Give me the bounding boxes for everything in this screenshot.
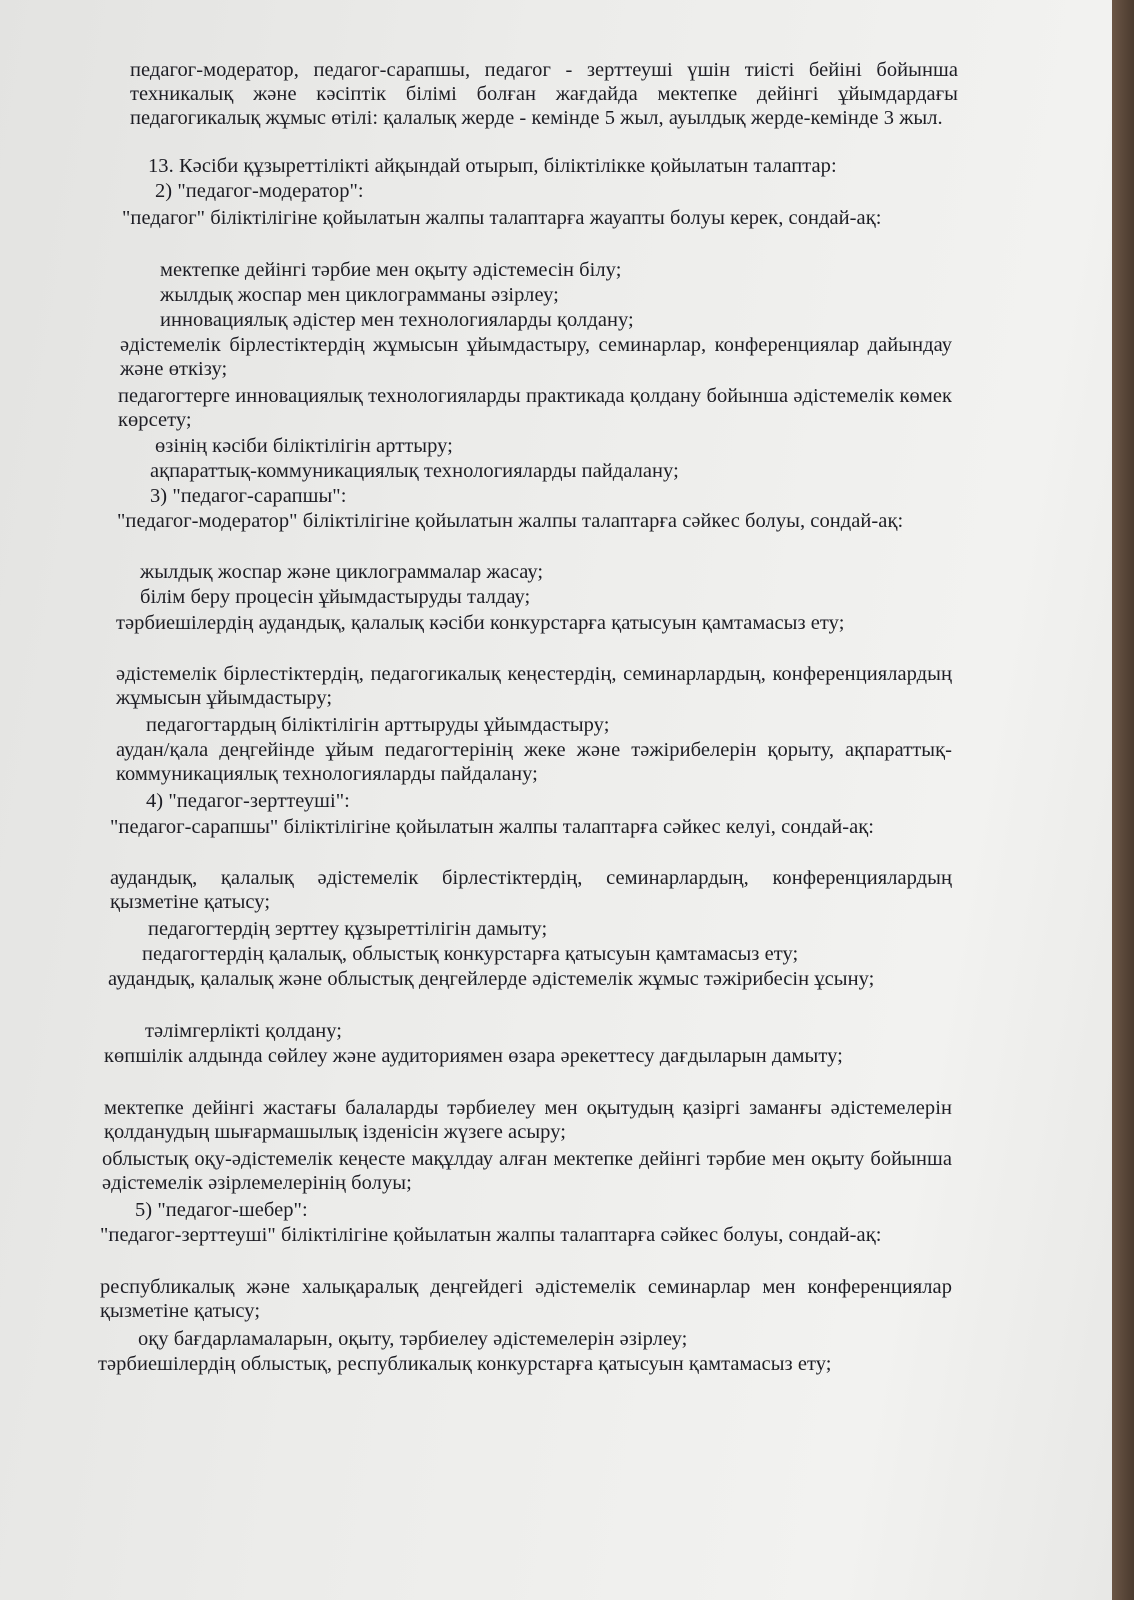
paragraph: облыстық оқу-әдістемелік кеңесте мақұлдау алған мектепке дейінгі тәрбие мен оқыту бойынша әдістемелік әзірлемелерінің болуы; [102, 1148, 952, 1194]
paragraph: әдістемелік бірлестіктердің жұмысын ұйымдастыру, семинарлар, конференциялар дайындау және өткізу; [120, 334, 952, 380]
paragraph: "педагог-сарапшы" біліктілігіне қойылатын жалпы талаптарға сәйкес келуі, сондай-ақ: [110, 816, 875, 838]
paragraph: 2) "педагог-модератор": [155, 180, 364, 202]
paragraph: тәрбиешілердің аудандық, қалалық кәсіби конкурстарға қатысуын қамтамасыз ету; [116, 612, 845, 634]
paragraph: білім беру процесін ұйымдастыруды талдау; [140, 586, 531, 608]
paragraph: педагогтардың біліктілігін арттыруды ұйымдастыру; [146, 714, 610, 736]
paragraph: "педагог" біліктілігіне қойылатын жалпы талаптарға жауапты болуы керек, сондай-ақ: [122, 207, 882, 229]
paragraph: 4) "педагог-зерттеуші": [146, 790, 350, 812]
paragraph: инновациялық әдістер мен технологияларды қолдану; [160, 309, 634, 331]
paragraph: тәлімгерлікті қолдану; [145, 1020, 343, 1042]
paragraph: 13. Кәсіби құзыреттілікті айқындай отырып, біліктілікке қойылатын талаптар: [148, 155, 837, 177]
paragraph: аудан/қала деңгейінде ұйым педагогтерінің жеке және тәжірибелерін қорыту, ақпараттық-коммуникациялық технологияларды пайдалану; [116, 739, 952, 785]
paragraph: педагогтердің қалалық, облыстық конкурстарға қатысуын қамтамасыз ету; [142, 943, 799, 965]
table-surface [1112, 0, 1134, 1600]
paragraph: республикалық және халықаралық деңгейдегі әдістемелік семинарлар мен конференциялар қызметіне қатысу; [100, 1276, 952, 1322]
paragraph: ақпараттық-коммуникациялық технологияларды пайдалану; [150, 460, 679, 482]
paragraph: 5) "педагог-шебер": [135, 1199, 308, 1221]
paragraph: әдістемелік бірлестіктердің, педагогикалық кеңестердің, семинарлардың, конференциялардың жұмысын ұйымдастыру; [116, 663, 952, 709]
paragraph: аудандық, қалалық әдістемелік бірлестіктердің, семинарлардың, конференциялардың қызметіне қатысу; [110, 867, 952, 913]
paragraph: 3) "педагог-сарапшы": [150, 485, 347, 507]
paragraph: көпшілік алдында сөйлеу және аудиториямен өзара әрекеттесу дағдыларын дамыту; [104, 1045, 843, 1067]
paragraph: мектепке дейінгі жастағы балаларды тәрбиелеу мен оқытудың қазіргі заманғы әдістемелерін қолданудың шығармашылық ізденісін жүзеге асыру; [104, 1097, 952, 1143]
paragraph: педагог-модератор, педагог-сарапшы, педагог - зерттеуші үшін тиісті бейіні бойынша техникалық және кәсіптік білімі болған жағдайда мектепке дейінгі ұйымдардағы педагогикалық жұмыс өтілі: қалалық жерде - кемінде 5 жыл, ауылдық жерде-кемінде 3 жыл. [130, 59, 958, 129]
paragraph: педагогтердің зерттеу құзыреттілігін дамыту; [148, 918, 548, 940]
paragraph: жылдық жоспар және циклограммалар жасау; [140, 561, 544, 583]
paragraph: оқу бағдарламаларын, оқыту, тәрбиелеу әдістемелерін әзірлеу; [138, 1328, 688, 1350]
paragraph: "педагог-зерттеуші" біліктілігіне қойылатын жалпы талаптарға сәйкес болуы, сондай-ақ: [100, 1224, 882, 1246]
paragraph: аудандық, қалалық және облыстық деңгейлерде әдістемелік жұмыс тәжірибесін ұсыну; [108, 968, 875, 990]
paragraph: өзінің кәсіби біліктілігін арттыру; [155, 435, 453, 457]
paragraph: педагогтерге инновациялық технологияларды практикада қолдану бойынша әдістемелік көмек көрсету; [118, 385, 952, 431]
paragraph: тәрбиешілердің облыстық, республикалық конкурстарға қатысуын қамтамасыз ету; [98, 1353, 832, 1375]
paragraph: "педагог-модератор" біліктілігіне қойылатын жалпы талаптарға сәйкес болуы, сондай-ақ: [117, 510, 904, 532]
paragraph: мектепке дейінгі тәрбие мен оқыту әдістемесін білу; [160, 259, 622, 281]
paragraph: жылдық жоспар мен циклограмманы әзірлеу; [160, 284, 559, 306]
